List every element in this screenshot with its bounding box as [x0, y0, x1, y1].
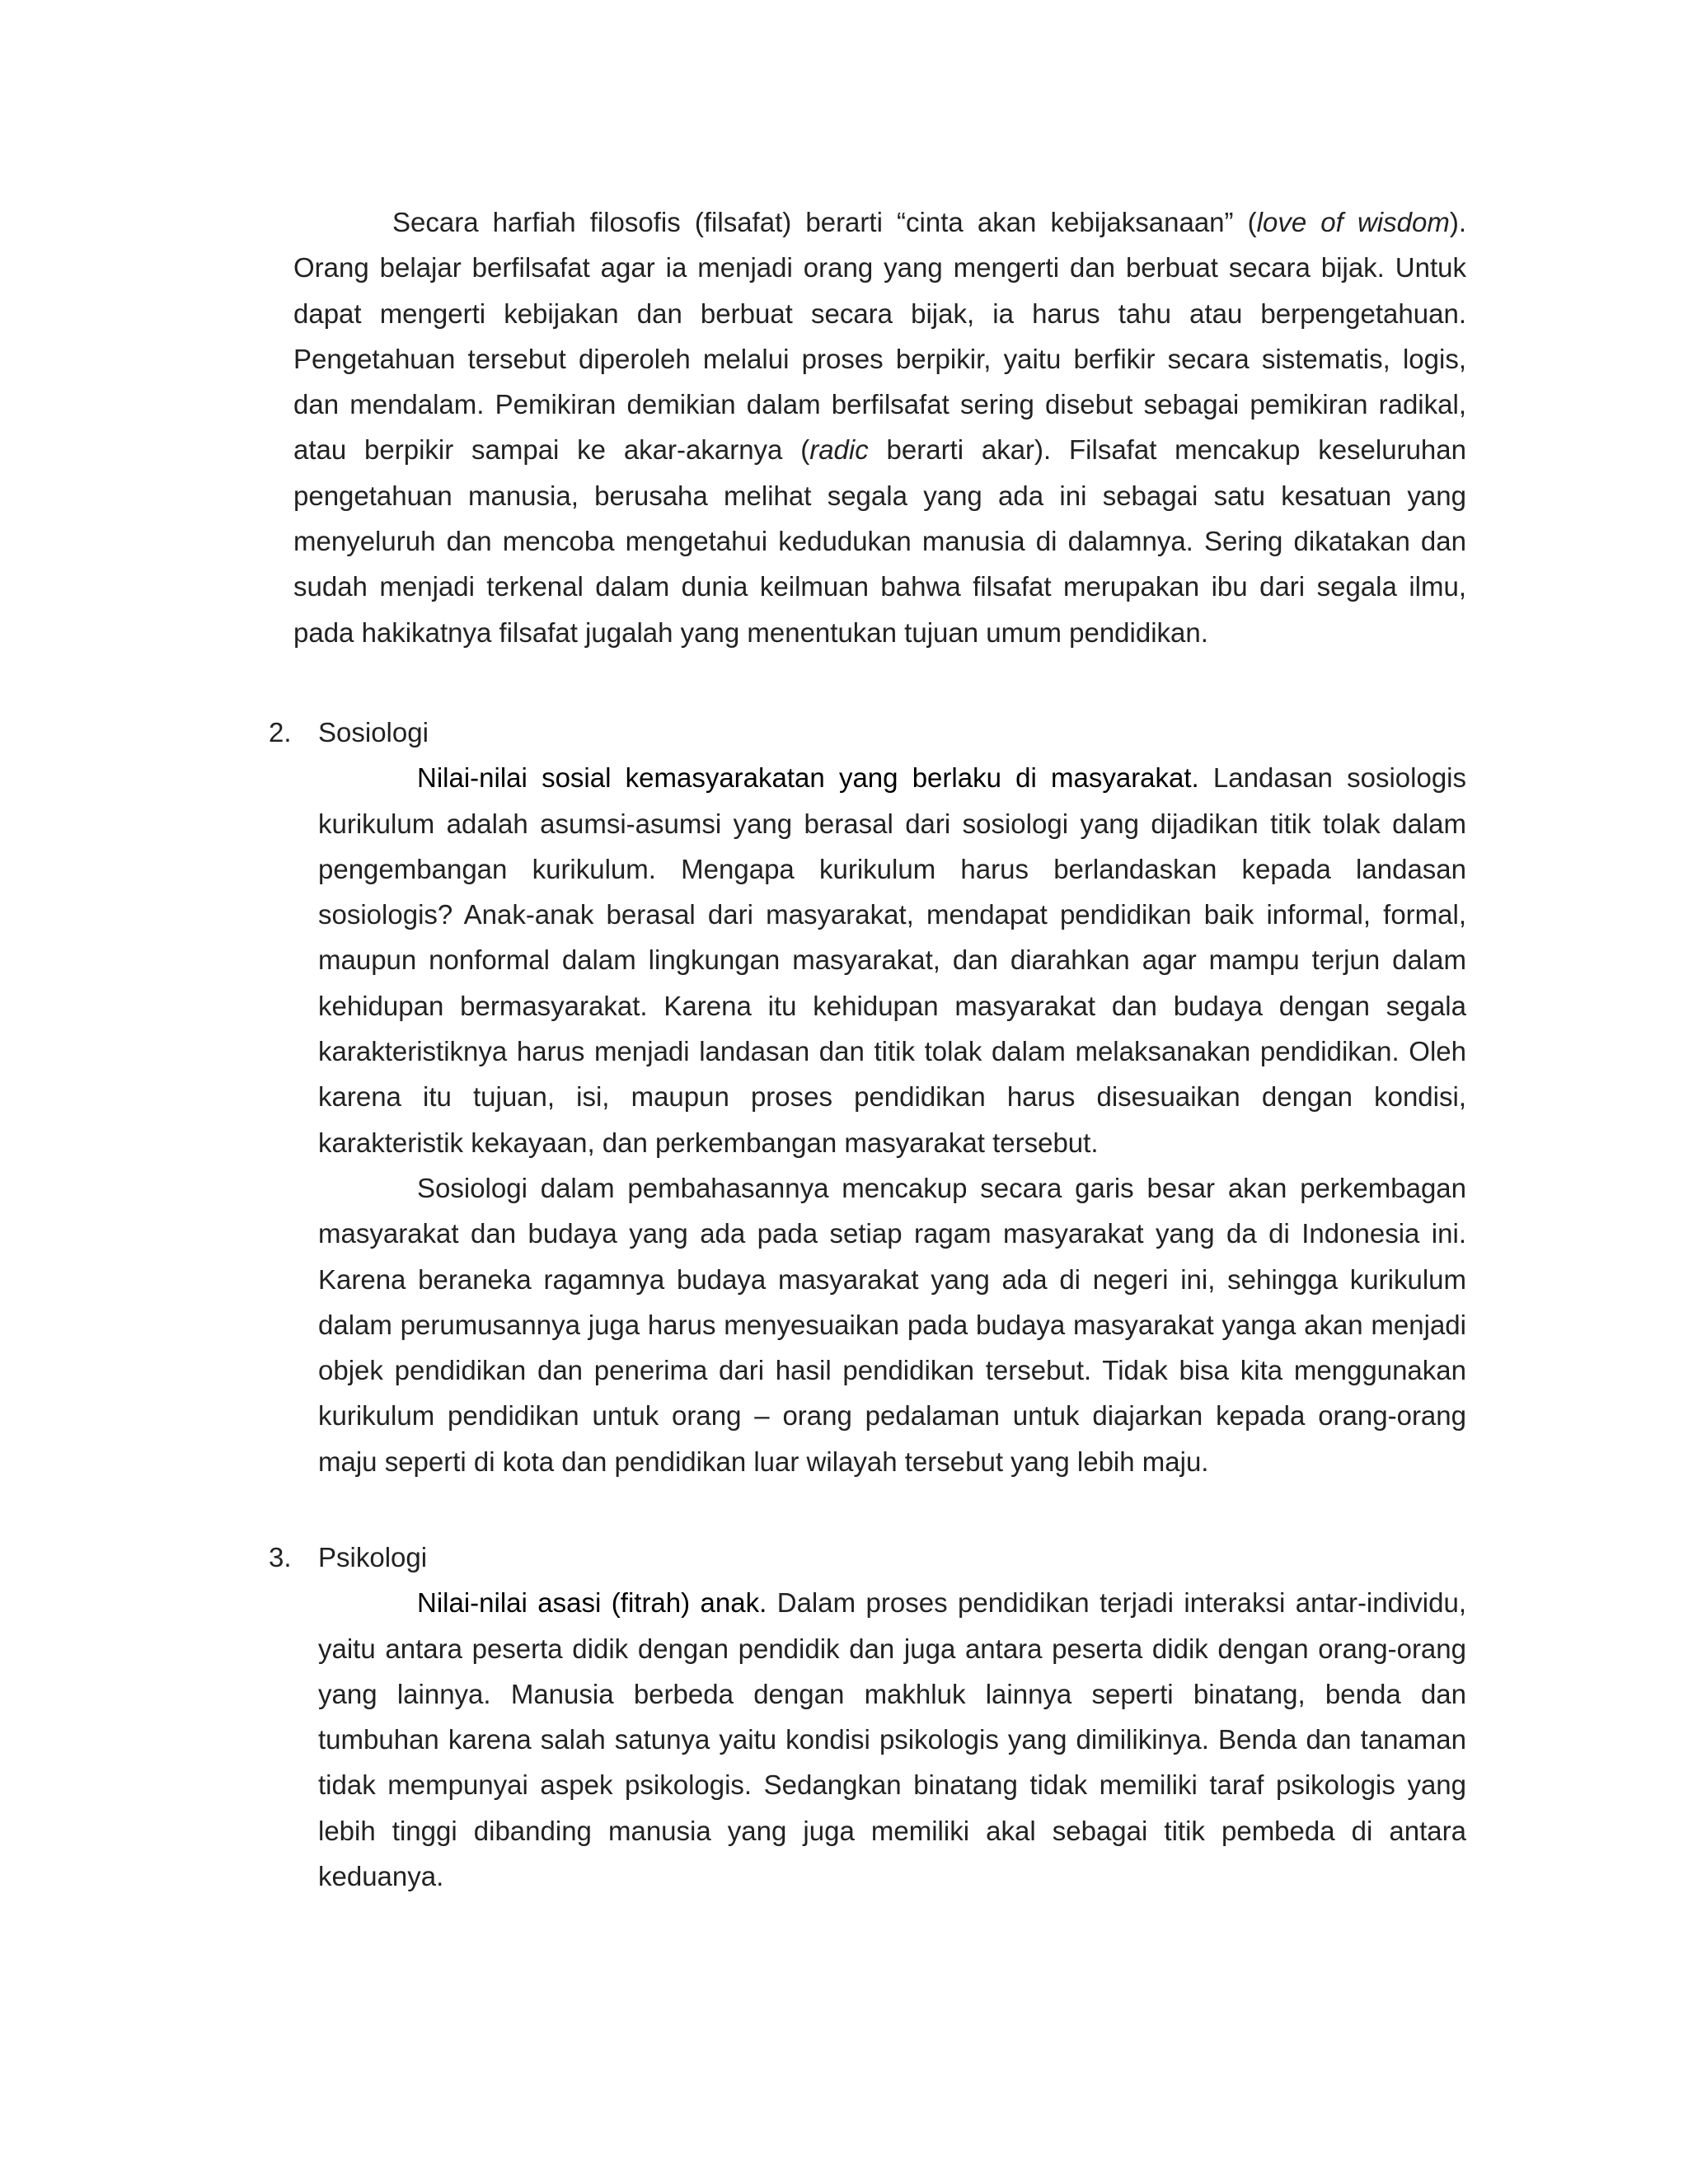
- psikologi-paragraph-1: [318, 1580, 1466, 1899]
- intro-text-2: ). Orang belajar berfilsafat agar ia menjadi orang yang mengerti dan berbuat secara bijak. Untuk dapat mengerti kebijakan dan berbuat secara bijak, ia harus tahu atau berpengetahuan. Pengetahuan tersebut diperoleh melalui proses berpikir, yaitu berfikir secara sistematis, logis, dan mendalam. Pemikiran demikian dalam berfilsafat sering disebut sebagai pemikiran radikal, atau berpikir sampai ke akar-akarnya (: [293, 207, 1466, 466]
- intro-paragraph: [293, 199, 1466, 655]
- section-body: [318, 755, 1466, 1484]
- sosiologi-paragraph-1: [318, 755, 1466, 1165]
- section-sosiologi: [269, 710, 1466, 1484]
- sosiologi-lead-sentence: Nilai-nilai sosial kemasyarakatan yang berlaku di masyarakat.: [417, 762, 1199, 794]
- section-psikologi: [269, 1535, 1466, 1899]
- section-body: [318, 1580, 1466, 1899]
- sosiologi-paragraph-1-text: Landasan sosiologis kurikulum adalah asumsi-asumsi yang berasal dari sosiologi yang dijadikan titik tolak dalam pengembangan kurikulum. Mengapa kurikulum harus berlandaskan kepada landasan sosiologis? Anak-anak berasal dari masyarakat, mendapat pendidikan baik informal, formal, maupun nonformal dalam lingkungan masyarakat, dan diarahkan agar mampu terjun dalam kehidupan bermasyarakat. Karena itu kehidupan masyarakat dan budaya dengan segala karakteristiknya harus menjadi landasan dan titik tolak dalam melaksanakan pendidikan. Oleh karena itu tujuan, isi, maupun proses pendidikan harus disesuaikan dengan kondisi, karakteristik kekayaan, dan perkembangan masyarakat tersebut.: [318, 762, 1466, 1158]
- intro-block: [293, 199, 1466, 655]
- intro-text-3: berarti akar). Filsafat mencakup keseluruhan pengetahuan manusia, berusaha melihat segala yang ada ini sebagai satu kesatuan yang menyeluruh dan mencoba mengetahui kedudukan manusia di dalamnya. Sering dikatakan dan sudah menjadi terkenal dalam dunia keilmuan bahwa filsafat merupakan ibu dari segala ilmu, pada hakikatnya filsafat jugalah yang menentukan tujuan umum pendidikan.: [293, 434, 1466, 648]
- section-title: Sosiologi: [318, 717, 429, 748]
- psikologi-lead-sentence: Nilai-nilai asasi (fitrah) anak.: [417, 1587, 767, 1619]
- psikologi-paragraph-1-text: Dalam proses pendidikan terjadi interaksi antar-individu, yaitu antara peserta didik dengan pendidik dan juga antara peserta didik dengan orang-orang yang lainnya. Manusia berbeda dengan makhluk lainnya seperti binatang, benda dan tumbuhan karena salah satunya yaitu kondisi psikologis yang dimilikinya. Benda dan tanaman tidak mempunyai aspek psikologis. Sedangkan binatang tidak memiliki taraf psikologis yang lebih tinggi dibanding manusia yang juga memiliki akal sebagai titik pembeda di antara keduanya.: [318, 1587, 1467, 1892]
- section-title: Psikologi: [318, 1542, 428, 1572]
- section-heading: [269, 1535, 1466, 1580]
- intro-italic-love-of-wisdom: love of wisdom: [1256, 207, 1450, 237]
- intro-text-1: Secara harfiah filosofis (filsafat) berarti “cinta akan kebijaksanaan” (: [392, 207, 1257, 237]
- section-number: 2.: [269, 717, 292, 748]
- intro-italic-radic: radic: [809, 434, 869, 466]
- section-number: 3.: [269, 1542, 292, 1572]
- section-heading: [269, 710, 1466, 755]
- sosiologi-paragraph-2: Sosiologi dalam pembahasannya mencakup secara garis besar akan perkembagan masyarakat dan budaya yang ada pada setiap ragam masyarakat yang da di Indonesia ini. Karena beraneka ragamnya budaya masyarakat yang ada di negeri ini, sehingga kurikulum dalam perumusannya juga harus menyesuaikan pada budaya masyarakat yanga akan menjadi objek pendidikan dan penerima dari hasil pendidikan tersebut. Tidak bisa kita menggunakan kurikulum pendidikan untuk orang – orang pedalaman untuk diajarkan kepada orang-orang maju seperti di kota dan pendidikan luar wilayah tersebut yang lebih maju.: [318, 1172, 1466, 1477]
